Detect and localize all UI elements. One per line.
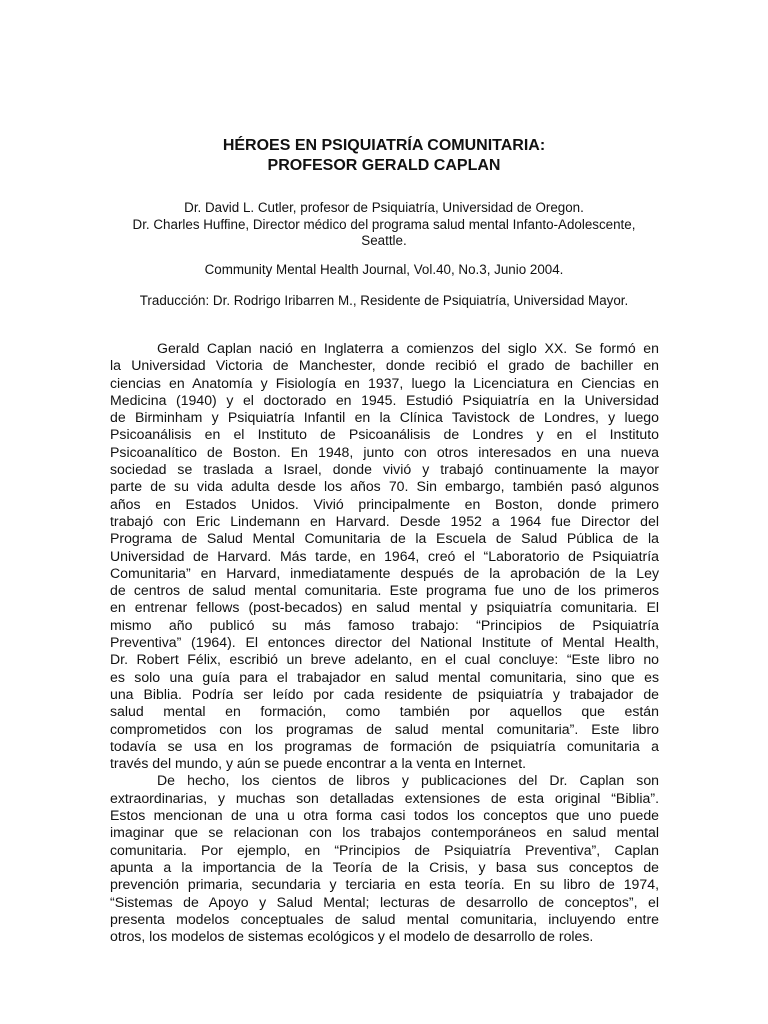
text-line: Gerald Caplan nació en Inglaterra a comienzos del siglo XX. Se formó en <box>157 340 659 356</box>
text-line: Medicina (1940) y el doctorado en 1945. Estudió Psiquiatría en la Universidad <box>110 391 659 408</box>
paragraph-1 <box>110 340 659 772</box>
text-line: imaginar que se relacionan con los trabajos contemporáneos en salud mental <box>110 824 659 841</box>
text-line: es solo una guía para el trabajador en salud mental comunitaria, sino que es <box>110 668 659 685</box>
text-line: Comunitaria” en Harvard, inmediatamente después de la aprobación de la Ley <box>110 564 659 581</box>
text-line: “Sistemas de Apoyo y Salud Mental; lecturas de desarrollo de conceptos”, el <box>110 893 659 910</box>
text-line: Estos mencionan de una u otra forma casi todos los conceptos que uno puede <box>110 807 659 824</box>
author-block <box>60 200 708 250</box>
text-line: presenta modelos conceptuales de salud mental comunitaria, incluyendo entre <box>110 910 659 927</box>
text-line: prevención primaria, secundaria y terciaria en esta teoría. En su libro de 1974, <box>110 876 659 893</box>
text-line: Universidad de Harvard. Más tarde, en 1964, creó el “Laboratorio de Psiquiatría <box>110 547 659 564</box>
translation-credit: Traducción: Dr. Rodrigo Iribarren M., Residente de Psiquiatría, Universidad Mayor. <box>139 293 629 308</box>
text-line: Dr. Robert Félix, escribió un breve adelanto, en el cual concluye: “Este libro no <box>110 651 659 668</box>
text-line: todavía se usa en los programas de formación de psiquiatría comunitaria a <box>110 737 659 754</box>
title-line-2: PROFESOR GERALD CAPLAN <box>267 157 501 174</box>
text-line: Psicoanalítico de Boston. En 1948, junto con otros interesados en una nueva <box>110 443 659 460</box>
text-line: ciencias en Anatomía y Fisiología en 1937, luego la Licenciatura en Ciencias en <box>110 374 659 391</box>
document-title <box>0 136 768 176</box>
author-2-line-2: Seattle. <box>361 233 407 248</box>
text-line: través del mundo, y aún se puede encontrar a la venta en Internet. <box>110 755 527 772</box>
text-line: la Universidad Victoria de Manchester, donde recibió el grado de bachiller en <box>110 357 659 374</box>
text-line: apunta a la importancia de la Teoría de la Crisis, y basa sus conceptos de <box>110 858 659 875</box>
text-line: Preventiva” (1964). El entonces director del National Institute of Mental Health, <box>110 634 659 651</box>
text-line: otros, los modelos de sistemas ecológicos y el modelo de desarrollo de roles. <box>110 928 594 945</box>
text-line: de centros de salud mental comunitaria. Este programa fue uno de los primeros <box>110 582 659 599</box>
text-line: comunitaria. Por ejemplo, en “Principios de Psiquiatría Preventiva”, Caplan <box>110 841 659 858</box>
text-line: De hecho, los cientos de libros y publicaciones del Dr. Caplan son <box>157 772 659 789</box>
text-line: de Birminham y Psiquiatría Infantil en la Clínica Tavistock de Londres, y luego <box>110 409 659 426</box>
text-line: una Biblia. Podría ser leído por cada residente de psiquiatría y trabajador de <box>110 685 659 702</box>
journal-citation: Community Mental Health Journal, Vol.40, No.3, Junio 2004. <box>204 262 564 277</box>
text-line: Psicoanálisis en el Instituto de Psicoanálisis de Londres y en el Instituto <box>110 426 659 443</box>
text-line: en entrenar fellows (post-becados) en salud mental y psiquiatría comunitaria. El <box>110 599 659 616</box>
text-line: mismo año publicó su más famoso trabajo: “Principios de Psiquiatría <box>110 616 659 633</box>
text-line: sociedad se traslada a Israel, donde vivió y trabajó continuamente la mayor <box>110 461 659 478</box>
text-line: comprometidos con los programas de salud mental comunitaria”. Este libro <box>110 720 659 737</box>
text-line: trabajó con Eric Lindemann en Harvard. Desde 1952 a 1964 fue Director del <box>110 512 659 529</box>
text-line: parte de su vida adulta desde los años 70. Sin embargo, también pasó algunos <box>110 478 659 495</box>
author-1: Dr. David L. Cutler, profesor de Psiquiatría, Universidad de Oregon. <box>184 200 584 215</box>
paragraph-2 <box>110 772 659 945</box>
title-line-1: HÉROES EN PSIQUIATRÍA COMUNITARIA: <box>222 137 546 154</box>
document-body <box>110 340 659 945</box>
text-line: extraordinarias, y muchas son detalladas extensiones de esta original “Biblia”. <box>110 789 659 806</box>
text-line: Programa de Salud Mental Comunitaria de la Escuela de Salud Pública de la <box>110 530 659 547</box>
text-line: salud mental en formación, como también por aquellos que están <box>110 703 659 720</box>
text-line: años en Estados Unidos. Vivió principalmente en Boston, donde primero <box>110 495 659 512</box>
author-2-line-1: Dr. Charles Huffine, Director médico del programa salud mental Infanto-Adolescente, <box>132 216 636 232</box>
